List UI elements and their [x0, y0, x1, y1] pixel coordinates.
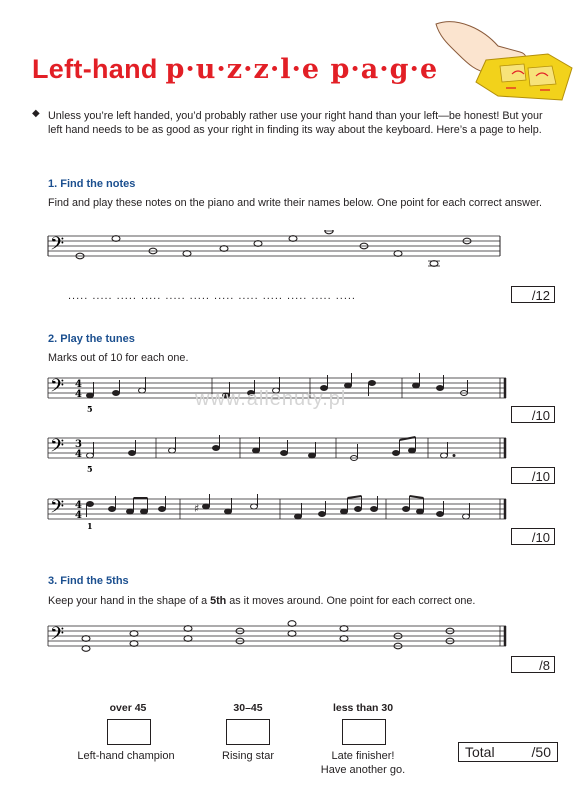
total-score-box[interactable] [458, 742, 558, 762]
tune1-score[interactable]: /10 [511, 406, 555, 423]
section1-score[interactable]: /12 [511, 286, 555, 303]
rating-caption-2: Rising star [222, 750, 274, 762]
time-sig-top: 3 [75, 439, 82, 450]
page-title [32, 54, 438, 85]
bass-clef-icon [50, 234, 64, 259]
section1-title: 1. Find the notes [48, 178, 136, 190]
answer-dots[interactable]: ..... ..... ..... ..... ..... ..... ..... ..... ..... ..... ..... ..... [68, 290, 356, 302]
time-sig-bottom: 4 [75, 449, 82, 460]
staff-tune-2 [46, 432, 511, 480]
rating-caption-3: Late finisher! Have another go. [320, 750, 406, 776]
staff-find-5ths [46, 618, 511, 658]
total-score: /50 [531, 744, 551, 760]
tune3-score[interactable]: /10 [511, 528, 555, 545]
rating-checkbox-2[interactable] [226, 719, 270, 745]
fingering: 1 [87, 521, 93, 531]
intro-text: Unless you’re left handed, you’d probably rather use your right hand than your left—be honest! But your left hand needs to be as good as your right in finding its way about the keyboard. Here’s a page to help. [48, 110, 543, 136]
rating-range-1: over 45 [109, 702, 147, 714]
section2-title: 2. Play the tunes [48, 333, 135, 345]
fingering: 5 [87, 404, 93, 414]
rating-range-2: 30–45 [233, 702, 263, 714]
section2-text: Marks out of 10 for each one. [48, 352, 189, 364]
time-sig-bottom: 4 [75, 510, 82, 521]
section3-title: 3. Find the 5ths [48, 575, 129, 587]
bass-clef-icon: 𝄢 [50, 497, 65, 522]
bass-clef-icon: 𝄢 [50, 624, 65, 649]
time-sig-top: 4 [75, 500, 82, 511]
section3-score[interactable]: /8 [511, 656, 555, 673]
rating-caption-1: Left-hand champion [77, 750, 175, 762]
time-sig-bottom: 4 [75, 389, 82, 400]
staff-find-notes [46, 230, 506, 270]
rating-checkbox-3[interactable] [342, 719, 386, 745]
diamond-bullet-icon: ◆ [32, 108, 40, 119]
time-sig-top: 4 [75, 379, 82, 390]
staff-tune-3 [46, 493, 511, 533]
section1-text: Find and play these notes on the piano and write their names below. One point for each correct answer. [48, 197, 542, 209]
bass-clef-icon: 𝄢 [50, 436, 65, 461]
bass-clef-icon: 𝄢 [50, 376, 65, 401]
title-main: Left-hand [32, 54, 158, 84]
svg-text:♯: ♯ [194, 502, 200, 515]
rating-checkbox-1[interactable] [107, 719, 151, 745]
rating-range-3: less than 30 [332, 702, 394, 714]
fingering: 5 [87, 464, 93, 474]
svg-text:𝄢: 𝄢 [50, 234, 65, 259]
section3-text: Keep your hand in the shape of a 5th as it moves around. One point for each correct one. [48, 595, 476, 607]
title-fancy: p·u·z·z·l·e p·a·g·e [165, 54, 439, 85]
total-label: Total [465, 744, 495, 760]
tune2-score[interactable]: /10 [511, 467, 555, 484]
hand-puzzle-icon [428, 10, 578, 105]
watermark: www.allenuty.pl [195, 388, 347, 410]
